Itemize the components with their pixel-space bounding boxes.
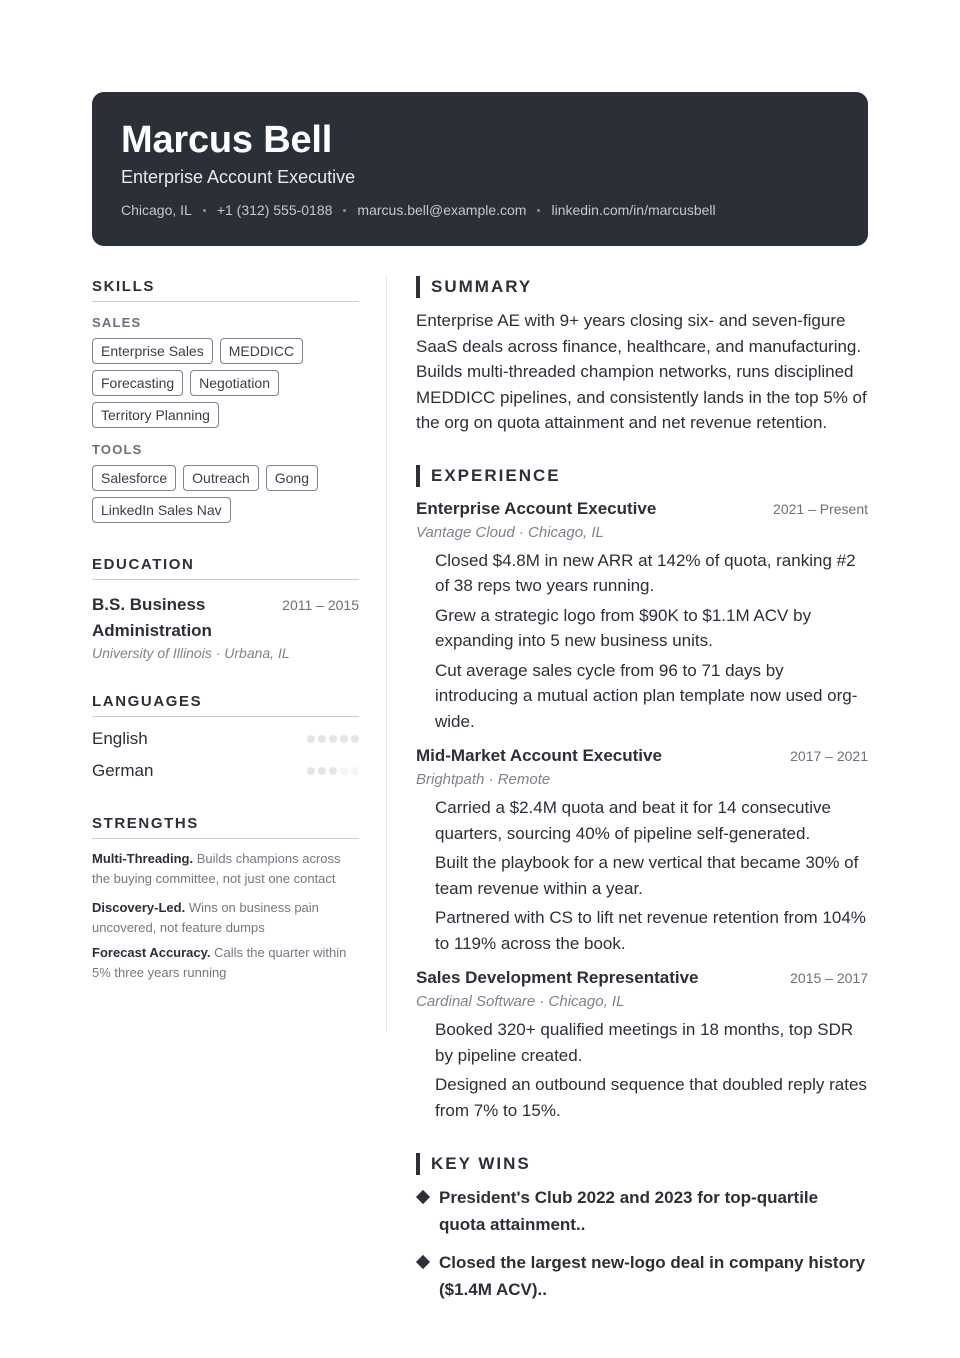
tool-tag: LinkedIn Sales Nav bbox=[92, 497, 231, 523]
strength-name: Forecast Accuracy. bbox=[92, 945, 211, 960]
key-win-text: President's Club 2022 and 2023 for top-quartile quota attainment.. bbox=[439, 1188, 819, 1234]
education-title: EDUCATION bbox=[92, 556, 359, 580]
level-dot-icon bbox=[351, 735, 359, 743]
job-entry bbox=[416, 746, 868, 956]
strength-item bbox=[92, 898, 359, 937]
strength-text: Calls the quarter within 5% three years running bbox=[92, 945, 347, 980]
job-title: Sales Development Representative bbox=[416, 968, 699, 987]
skill-tag: Territory Planning bbox=[92, 402, 219, 428]
job-company: Brightpath · Remote bbox=[416, 771, 551, 788]
job-bullet: Closed $4.8M in new ARR at 142% of quota, ranking #2 of 38 reps two years running. bbox=[435, 550, 856, 595]
job-header bbox=[416, 968, 868, 988]
resume-header bbox=[92, 92, 868, 246]
job-bullets bbox=[416, 795, 868, 956]
job-company: Vantage Cloud · Chicago, IL bbox=[416, 523, 604, 541]
diamond-bullet-icon bbox=[416, 1255, 430, 1269]
job-bullet: Grew a strategic logo from $90K to $1.1M ACV by expanding into 5 new business units. bbox=[435, 605, 812, 650]
left-column bbox=[92, 278, 359, 982]
job-title: Enterprise Account Executive bbox=[416, 498, 657, 518]
experience-title: EXPERIENCE bbox=[416, 465, 868, 487]
language-row bbox=[92, 729, 359, 749]
strengths-title: STRENGTHS bbox=[92, 815, 359, 839]
key-wins-list bbox=[416, 1185, 868, 1303]
skill-tag: MEDDICC bbox=[220, 338, 303, 364]
job-entry bbox=[416, 968, 868, 1123]
education-dates: 2011 – 2015 bbox=[282, 597, 359, 613]
job-bullets bbox=[416, 1017, 868, 1123]
separator-dot-icon bbox=[203, 209, 206, 212]
key-win-text: Closed the largest new-logo deal in company history ($1.4M ACV).. bbox=[439, 1253, 866, 1299]
skills-section bbox=[92, 278, 359, 529]
job-bullet: Carried a $2.4M quota and beat it for 14 consecutive quarters, sourcing 40% of pipeline self-generated. bbox=[435, 798, 831, 843]
level-dot-icon bbox=[307, 735, 315, 743]
job-company: Cardinal Software · Chicago, IL bbox=[416, 993, 625, 1010]
strength-text: Wins on business pain uncovered, not feature dumps bbox=[92, 900, 319, 935]
skill-tag: Negotiation bbox=[190, 370, 279, 396]
level-dot-icon bbox=[329, 735, 337, 743]
strength-item bbox=[92, 943, 359, 982]
level-dot-icon bbox=[340, 735, 348, 743]
tool-tag: Salesforce bbox=[92, 465, 176, 491]
tool-tag: Outreach bbox=[183, 465, 259, 491]
separator-dot-icon bbox=[537, 209, 540, 212]
skill-tag: Enterprise Sales bbox=[92, 338, 213, 364]
strength-text: Builds champions across the buying committee, not just one contact bbox=[92, 851, 341, 886]
contact-location: Chicago, IL bbox=[121, 202, 192, 218]
education-school: University of Illinois · Urbana, IL bbox=[92, 645, 290, 661]
level-dot-icon bbox=[340, 767, 348, 775]
column-divider bbox=[386, 276, 387, 1032]
contact-phone: +1 (312) 555-0188 bbox=[216, 202, 333, 218]
right-column bbox=[416, 276, 868, 1315]
job-header bbox=[416, 746, 868, 766]
language-name: German bbox=[92, 761, 154, 780]
job-dates: 2017 – 2021 bbox=[790, 748, 868, 764]
key-wins-title: KEY WINS bbox=[416, 1153, 868, 1175]
languages-title: LANGUAGES bbox=[92, 693, 359, 717]
level-dot-icon bbox=[318, 767, 326, 775]
language-level bbox=[304, 735, 359, 743]
strength-name: Discovery-Led. bbox=[92, 900, 186, 915]
sales-tags bbox=[92, 338, 359, 434]
job-bullet: Cut average sales cycle from 96 to 71 days by introducing a mutual action plan template now used org-wide. bbox=[435, 660, 858, 731]
key-win-item bbox=[416, 1250, 868, 1303]
education-degree: B.S. Business Administration bbox=[92, 595, 212, 640]
key-win-item bbox=[416, 1185, 868, 1238]
tool-tag: Gong bbox=[266, 465, 318, 491]
job-dates: 2015 – 2017 bbox=[790, 970, 868, 986]
skill-tag: Forecasting bbox=[92, 370, 183, 396]
diamond-bullet-icon bbox=[416, 1190, 430, 1204]
candidate-name: Marcus Bell bbox=[121, 119, 333, 161]
summary-section bbox=[416, 276, 868, 436]
strength-item bbox=[92, 849, 359, 888]
job-bullet: Designed an outbound sequence that doubled reply rates from 7% to 15%. bbox=[435, 1075, 867, 1120]
strength-name: Multi-Threading. bbox=[92, 851, 194, 866]
contact-linkedin: linkedin.com/in/marcusbell bbox=[551, 202, 716, 218]
job-bullets bbox=[416, 548, 868, 735]
separator-dot-icon bbox=[343, 209, 346, 212]
education-row bbox=[92, 592, 359, 644]
job-dates: 2021 – Present bbox=[773, 500, 868, 517]
summary-text: Enterprise AE with 9+ years closing six- and seven-figure SaaS deals across finance, healthcare, and manufacturing. Builds multi-threaded champion networks, runs disciplined MEDDICC pipelines, and consistently lands in the top 5% of the org on quota attainment and net revenue retention. bbox=[416, 311, 867, 432]
languages-section bbox=[92, 693, 359, 781]
skills-sales-label: SALES bbox=[92, 315, 142, 330]
tools-tags bbox=[92, 465, 359, 529]
job-bullet: Partnered with CS to lift net revenue retention from 104% to 119% across the book. bbox=[435, 908, 866, 953]
contact-email: marcus.bell@example.com bbox=[357, 202, 527, 218]
level-dot-icon bbox=[307, 767, 315, 775]
skills-tools-label: TOOLS bbox=[92, 442, 143, 457]
language-name: English bbox=[92, 729, 148, 748]
job-entry bbox=[416, 499, 868, 735]
level-dot-icon bbox=[318, 735, 326, 743]
job-bullet: Built the playbook for a new vertical that became 30% of team revenue within a year. bbox=[435, 853, 859, 898]
level-dot-icon bbox=[351, 767, 359, 775]
summary-title: SUMMARY bbox=[416, 276, 868, 298]
candidate-role: Enterprise Account Executive bbox=[121, 167, 356, 187]
education-section bbox=[92, 556, 359, 661]
language-level bbox=[304, 767, 359, 775]
job-bullet: Booked 320+ qualified meetings in 18 months, top SDR by pipeline created. bbox=[435, 1020, 854, 1065]
strengths-section bbox=[92, 815, 359, 982]
job-title: Mid-Market Account Executive bbox=[416, 746, 662, 765]
key-wins-section bbox=[416, 1153, 868, 1303]
level-dot-icon bbox=[329, 767, 337, 775]
experience-section bbox=[416, 465, 868, 1124]
job-header bbox=[416, 499, 868, 519]
skills-title: SKILLS bbox=[92, 278, 359, 302]
contact-line bbox=[121, 202, 839, 218]
language-row bbox=[92, 761, 359, 781]
